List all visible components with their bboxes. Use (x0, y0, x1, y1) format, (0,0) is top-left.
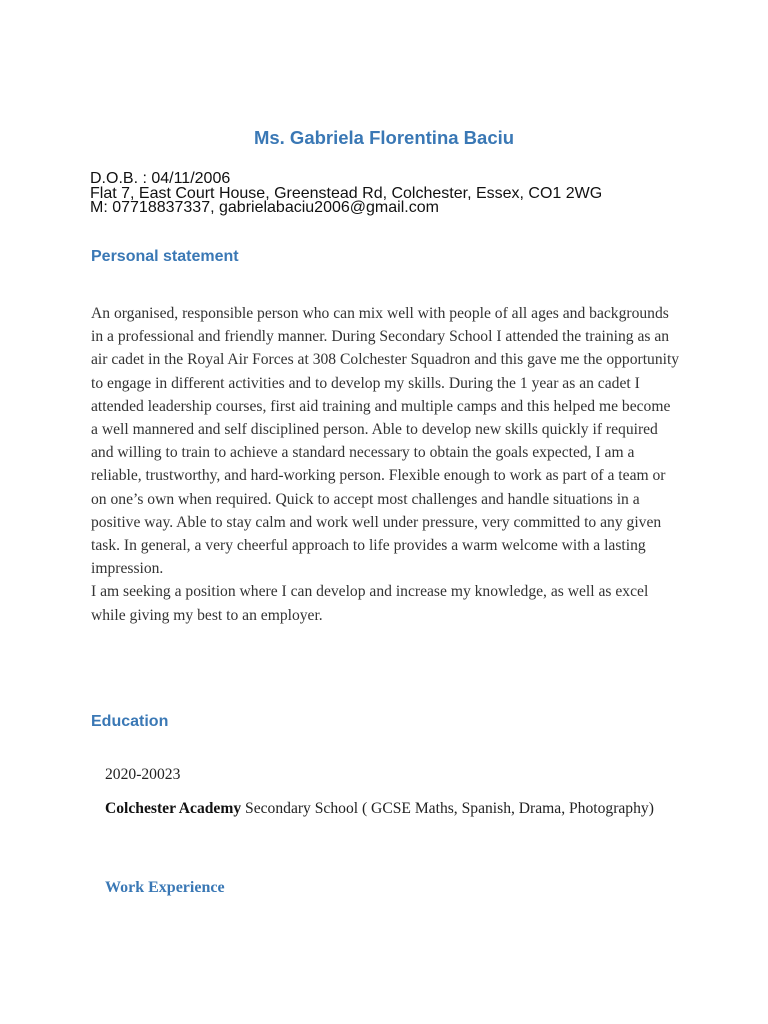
personal-statement-text (91, 302, 681, 627)
education-entry (105, 797, 677, 820)
education-heading: Education (91, 713, 169, 730)
phone-email: M: 07718837337, gabrielabaciu2006@gmail.com (90, 199, 439, 216)
education-years: 2020-20023 (105, 766, 181, 783)
address: Flat 7, East Court House, Greenstead Rd, Colchester, Essex, CO1 2WG (90, 184, 603, 202)
candidate-name: Ms. Gabriela Florentina Baciu (253, 127, 515, 148)
school-name: Colchester Academy (105, 800, 242, 817)
school-details: Secondary School ( GCSE Maths, Spanish, Drama, Photography) (241, 800, 654, 817)
personal-statement-heading: Personal statement (91, 248, 239, 265)
work-experience-heading: Work Experience (105, 879, 225, 896)
statement-paragraph-1: An organised, responsible person who can mix well with people of all ages and backgrounds in a professional and friendly manner. During Secondary School I attended the training as an air cadet in the Royal Air Forces at 308 Colchester Squadron and this gave me the opportunity to engage in different activities and to develop my skills. During the 1 year as an cadet I attended leadership courses, first aid training and multiple camps and this helped me become a well mannered and self disciplined person. Able to develop new skills quickly if required and willing to train to achieve a standard necessary to obtain the goals expected, I am a reliable, trustworthy, and hard-working person. Flexible enough to work as part of a team or on one’s own when required. Quick to accept most challenges and handle situations in a positive way. Able to stay calm and work well under pressure, very committed to any given task. In general, a very cheerful approach to life provides a warm welcome with a lasting impression. (91, 305, 680, 578)
statement-paragraph-2: I am seeking a position where I can develop and increase my knowledge, as well as excel while giving my best to an employer. (91, 583, 649, 624)
contact-block (90, 172, 730, 216)
date-of-birth: D.O.B. : 04/11/2006 (90, 170, 231, 187)
